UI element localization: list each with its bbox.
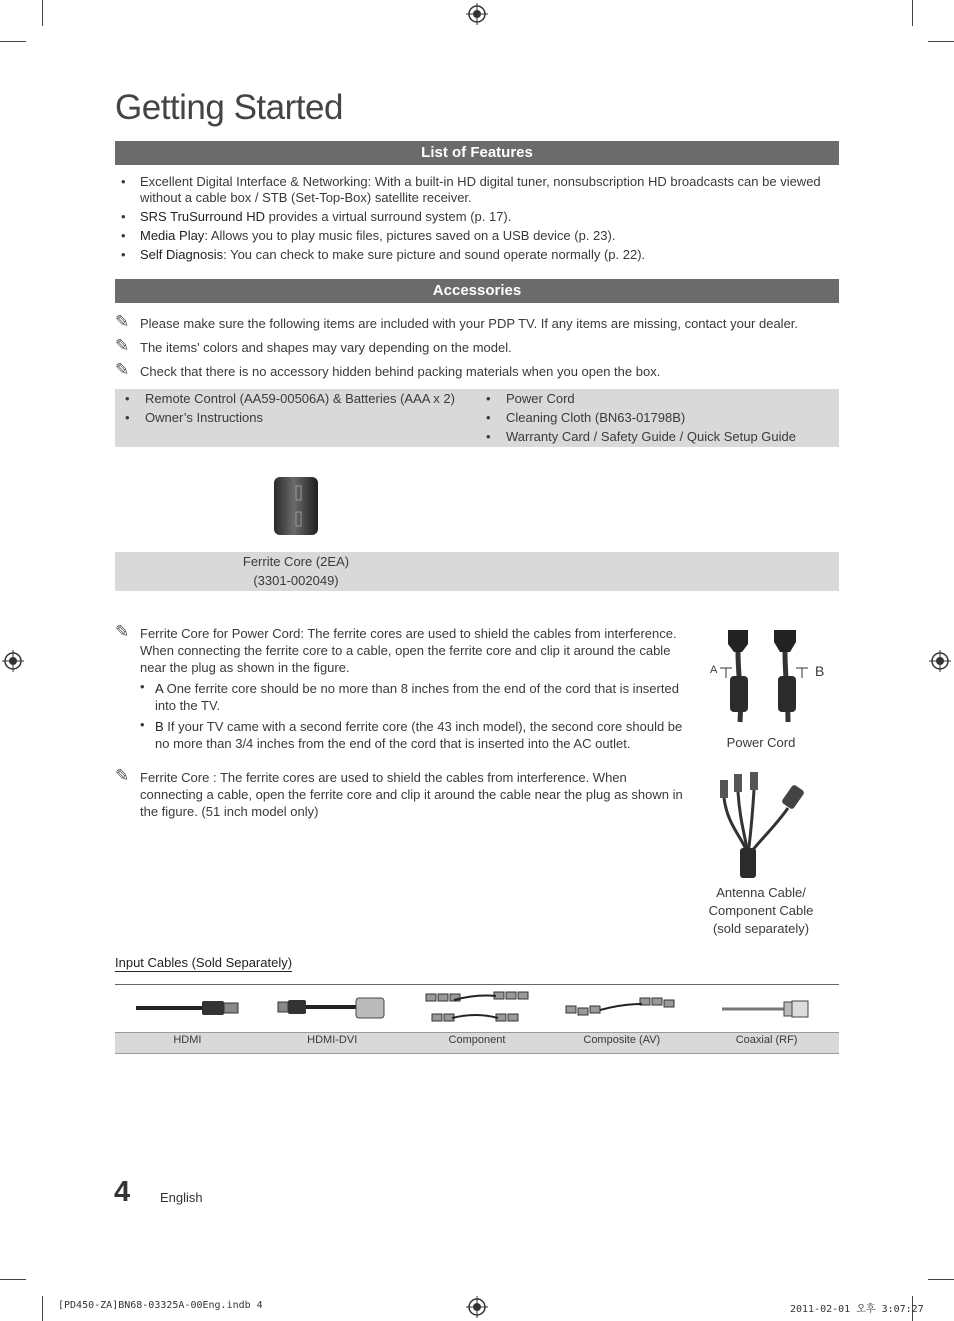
note [115,622,685,676]
cable-label-hdmi-dvi: HDMI-DVI [307,1034,358,1046]
label-a: A [710,664,718,676]
pencil-note-icon: ✎ [115,622,130,641]
list-item [115,247,839,263]
bullet: • [140,679,145,694]
note [115,766,685,820]
note-text: Ferrite Core : The ferrite cores are used to shield the cables from interference. When connecting a cable, open the ferrite core and clip it around the cable near the plug as shown in the figure. (51 inch model only) [140,770,683,819]
print-file-name: [PD450-ZA]BN68-03325A-00Eng.indb 4 [58,1300,263,1311]
list-item: • Power Cord [476,389,836,408]
bullet: • [140,717,145,732]
list-item: • Warranty Card / Safety Guide / Quick Setup Guide [476,427,836,446]
crop-mark [928,41,954,42]
hdmi-dvi-cable-image [276,994,388,1022]
power-cord-image [708,626,828,726]
list-item [115,174,839,206]
sub-label: B [155,719,164,734]
crop-mark [42,0,43,26]
feature-bold: Media Play [140,228,205,243]
sub-label: A [155,681,163,696]
note-text: Please make sure the following items are included with your PDP TV. If any items are missing, contact your dealer. [140,316,799,331]
input-cables-heading: Input Cables (Sold Separately) [115,955,293,970]
pencil-note-icon: ✎ [115,336,130,355]
power-cord-caption: Power Cord [726,735,796,750]
note-text: Ferrite Core for Power Cord: The ferrite cores are used to shield the cables from interference. When connecting the ferrite core to a cable, open the ferrite core and clip it around the cable near the plug as shown in the figure. [140,626,677,675]
antenna-caption-line2: Component Cable [708,903,814,918]
language-label: English [160,1190,203,1205]
feature-text: : You can check to make sure picture and sound operate normally (p. 22). [223,247,646,262]
sub-note-b [140,718,685,752]
registration-mark-icon [929,650,951,672]
label-b: B [815,663,825,679]
cable-label-component: Component [448,1034,506,1046]
pencil-note-icon: ✎ [115,766,130,785]
list-item [115,209,839,225]
note-text: Check that there is no accessory hidden behind packing materials when you open the box. [140,364,661,379]
feature-bold: SRS TruSurround HD [140,209,265,224]
sub-text: One ferrite core should be no more than 8 inches from the end of the cord that is inserted into the TV. [155,681,679,713]
crop-mark [912,0,913,26]
antenna-caption-line1: Antenna Cable/ [716,885,806,900]
note [115,312,839,332]
crop-mark [0,1279,26,1280]
ferrite-core-image [268,474,324,538]
coaxial-cable-image [720,998,812,1020]
component-cable-image [424,990,530,1026]
crop-mark [42,1296,43,1321]
cable-label-hdmi: HDMI [173,1034,202,1046]
list-item: • Owner’s Instructions [115,408,475,427]
feature-text: Excellent Digital Interface & Networking: With a built-in HD digital tuner, nonsubscription HD broadcasts can be viewed without a cable box / STB (Set-Top-Box) satellite receiver. [140,174,821,205]
registration-mark-icon [2,650,24,672]
sub-note-a [140,680,685,714]
note-text: The items' colors and shapes may vary depending on the model. [140,340,512,355]
ferrite-caption-line1: Ferrite Core (2EA) [242,554,350,569]
list-item [115,228,839,244]
antenna-cable-image [714,768,810,880]
cable-label-composite: Composite (AV) [583,1034,661,1046]
antenna-caption [690,884,832,938]
ferrite-caption-line2: (3301-002049) [253,573,339,588]
ferrite-caption [206,552,386,590]
accessory-list-left [115,389,475,427]
list-item: • Cleaning Cloth (BN63-01798B) [476,408,836,427]
registration-mark-icon [466,3,488,25]
pencil-note-icon: ✎ [115,360,130,379]
feature-bold: Self Diagnosis [140,247,224,262]
note [115,360,839,380]
accessories-heading: Accessories [115,279,839,303]
hdmi-cable-image [134,996,244,1020]
crop-mark [0,41,26,42]
note [115,336,839,356]
cable-label-coaxial: Coaxial (RF) [735,1034,798,1046]
composite-cable-image [564,994,678,1022]
page-title: Getting Started [115,88,343,127]
crop-mark [928,1279,954,1280]
accessory-list-right [476,389,836,446]
features-heading: List of Features [115,141,839,165]
page-number: 4 [114,1176,131,1208]
feature-text: provides a virtual surround system (p. 17). [265,209,512,224]
ferrite-caption-box [115,552,839,591]
registration-mark-icon [466,1296,488,1318]
antenna-caption-line3: (sold separately) [712,921,810,936]
list-item: • Remote Control (AA59-00506A) & Batteries (AAA x 2) [115,389,475,408]
sub-text: If your TV came with a second ferrite core (the 43 inch model), the second core should be no more than 3/4 inches from the end of the cord that is inserted into the AC outlet. [155,719,683,751]
pencil-note-icon: ✎ [115,312,130,331]
accessory-items-box [115,389,839,447]
features-list [115,174,839,266]
print-timestamp: 2011-02-01 오후 3:07:27 [790,1304,924,1315]
feature-text: : Allows you to play music files, pictures saved on a USB device (p. 23). [204,228,616,243]
divider [115,984,839,985]
